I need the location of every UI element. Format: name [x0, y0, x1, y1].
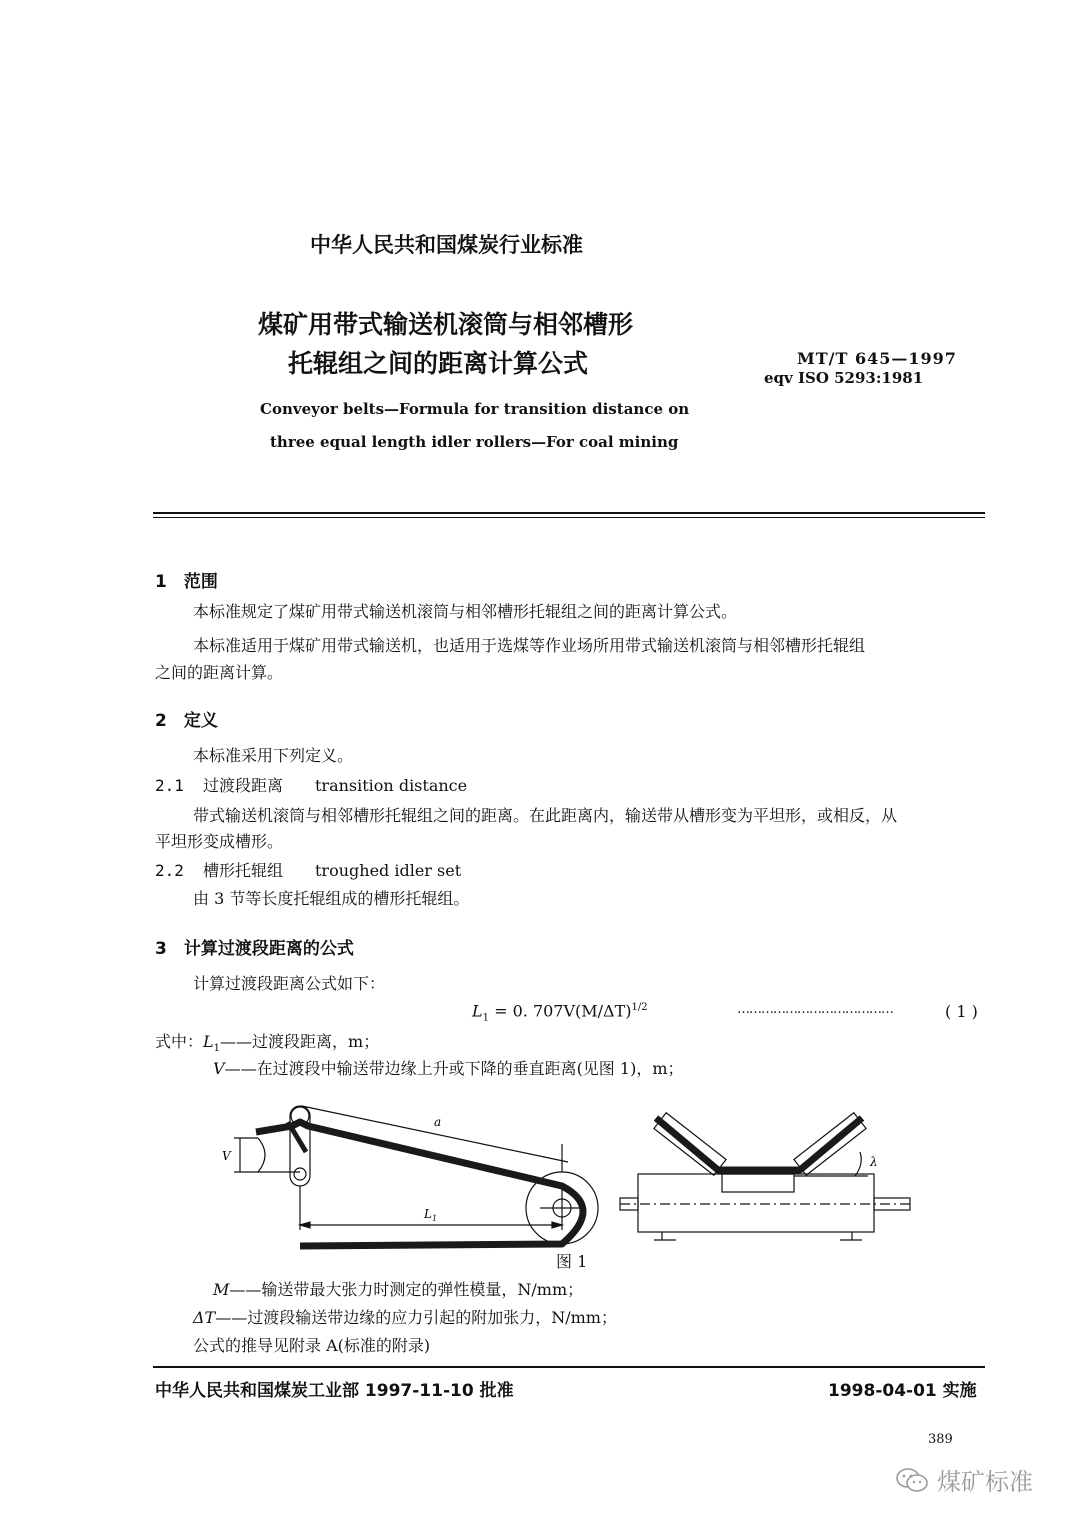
- watermark: [895, 1462, 1033, 1497]
- var-L-desc: ——过渡段距离，m；: [220, 1032, 380, 1051]
- watermark-text: 煤矿标准: [937, 1468, 1033, 1496]
- idler-frame: [638, 1174, 874, 1232]
- title-en-line2: three equal length idler rollers—For coal mining: [270, 433, 679, 451]
- section-1-paragraph-2b: 之间的距离计算。: [155, 663, 284, 682]
- definition-2-2-number: 2.2: [155, 861, 184, 880]
- var-dT: ΔT: [193, 1308, 216, 1327]
- title-zh-line2: 托辊组之间的距离计算公式: [288, 349, 589, 378]
- figure-label-V: V: [222, 1149, 231, 1163]
- definition-2-2-text: 由 3 节等长度托辊组成的槽形托辊组。: [193, 889, 470, 908]
- where-line-L1: [155, 1034, 379, 1054]
- footer-rule: [153, 1366, 985, 1368]
- figure-label-a: a: [434, 1115, 442, 1129]
- definition-2-1-term-en: transition distance: [315, 776, 468, 795]
- section-1-paragraph-2a: 本标准适用于煤矿用带式输送机，也适用于选煤等作业场所用带式输送机滚筒与相邻槽形托辊组: [193, 636, 866, 655]
- formula-number: ( 1 ): [945, 1002, 978, 1021]
- formula-1: [472, 1003, 648, 1024]
- var-M: M: [213, 1280, 230, 1299]
- var-dT-desc: ——过渡段输送带边缘的应力引起的附加张力，N/mm；: [215, 1308, 617, 1327]
- title-zh-line1: 煤矿用带式输送机滚筒与相邻槽形: [258, 310, 634, 339]
- definition-2-1-text-b: 平坦形变成槽形。: [155, 832, 284, 851]
- standard-equivalence: eqv ISO 5293:1981: [764, 369, 924, 387]
- figure-1-caption: 图 1: [556, 1252, 588, 1271]
- derivation-note: 公式的推导见附录 A(标准的附录): [193, 1336, 431, 1355]
- definition-2-1-term-zh: 过渡段距离: [203, 776, 284, 795]
- figure-label-L1: [423, 1207, 437, 1223]
- troughed-belt: [656, 1118, 862, 1170]
- section-1-heading: 1 范围: [155, 572, 218, 592]
- formula-exponent: 1/2: [631, 1002, 648, 1013]
- formula-rhs: = 0. 707V(M/ΔT): [494, 1001, 632, 1021]
- l1-arrow-right: [552, 1222, 562, 1228]
- approval-line: 中华人民共和国煤炭工业部 1997-11-10 批准: [155, 1381, 514, 1401]
- section-2-heading: 2 定义: [155, 711, 218, 731]
- figure-label-L: L: [424, 1207, 432, 1221]
- figure-1: [200, 1090, 930, 1260]
- l1-arrow-left: [300, 1222, 310, 1228]
- definition-2-2-term-zh: 槽形托辊组: [203, 861, 284, 880]
- section-3-heading: 3 计算过渡段距离的公式: [155, 939, 354, 959]
- where-line-M: [213, 1282, 583, 1298]
- center-roller: [722, 1174, 794, 1192]
- header-rule-bottom: [153, 517, 985, 518]
- formula-lhs: L: [472, 1001, 483, 1021]
- formula-lhs-sub: 1: [482, 1012, 489, 1024]
- lambda-arc: [855, 1152, 861, 1176]
- where-line-dT: [193, 1310, 617, 1326]
- page-number: 389: [928, 1432, 953, 1447]
- where-label: 式中：: [155, 1032, 204, 1051]
- var-L-sub: 1: [213, 1043, 221, 1055]
- definition-2-2-term-en: troughed idler set: [315, 861, 462, 880]
- section-2-intro: 本标准采用下列定义。: [193, 746, 354, 765]
- formula-dot-leader: …………………………………: [737, 1002, 893, 1017]
- header-rule-top: [153, 512, 985, 514]
- section-1-paragraph-1: 本标准规定了煤矿用带式输送机滚筒与相邻槽形托辊组之间的距离计算公式。: [193, 602, 738, 621]
- var-V-desc: ——在过渡段中输送带边缘上升或下降的垂直距离(见图 1)，m；: [224, 1059, 684, 1078]
- var-L: L: [203, 1032, 214, 1051]
- lower-idler-circle: [294, 1168, 306, 1180]
- standard-number: MT/T 645—1997: [797, 349, 957, 368]
- org-title: 中华人民共和国煤炭行业标准: [310, 233, 583, 257]
- v-brace: [258, 1138, 265, 1172]
- definition-2-1-number: 2.1: [155, 776, 184, 795]
- chat-bubble-icon: [895, 1466, 929, 1494]
- figure-label-L-sub: 1: [431, 1214, 438, 1223]
- where-line-V: [213, 1061, 684, 1077]
- definition-2-1-text-a: 带式输送机滚筒与相邻槽形托辊组之间的距离。在此距离内，输送带从槽形变为平坦形，或相反，从: [193, 806, 898, 825]
- figure-label-lambda: λ: [870, 1155, 878, 1169]
- section-3-intro: 计算过渡段距离公式如下：: [193, 974, 386, 993]
- var-V: V: [213, 1059, 225, 1078]
- title-en-line1: Conveyor belts—Formula for transition distance on: [260, 400, 690, 418]
- var-M-desc: ——输送带最大张力时测定的弹性模量，N/mm；: [229, 1280, 584, 1299]
- effective-date: 1998-04-01 实施: [828, 1381, 977, 1401]
